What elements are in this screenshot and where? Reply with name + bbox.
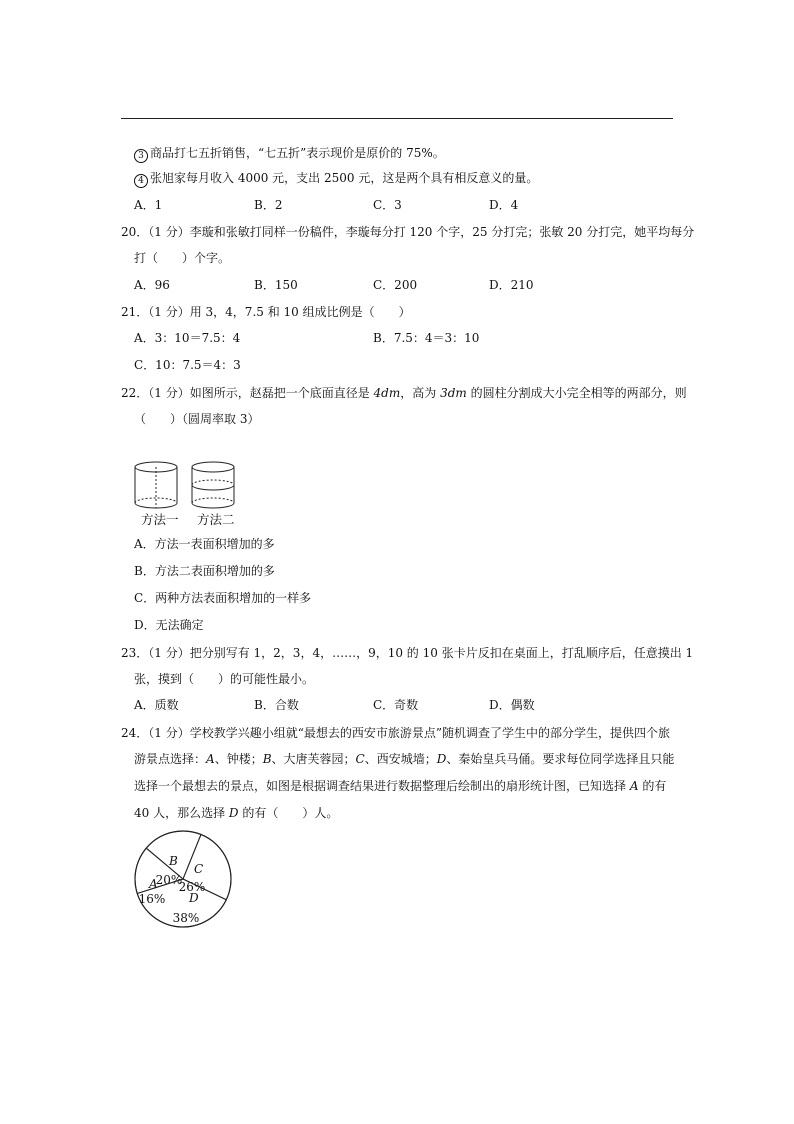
q22-stem-line1: 22．（1 分）如图所示，赵磊把一个底面直径是 4dm，高为 3dm 的圆柱分割成大小完全相等的两部分，则 (121, 386, 687, 400)
q21-option-a[interactable]: A．3：10＝7.5：4 (134, 331, 241, 345)
pie-value-a: 16% (138, 892, 166, 906)
q20-option-a[interactable]: A．96 (134, 278, 170, 292)
pie-label-d: D (189, 891, 199, 905)
q22-option-b[interactable]: B．方法二表面积增加的多 (134, 564, 275, 578)
q20-option-b[interactable]: B．150 (254, 278, 298, 292)
q19-option-c[interactable]: C．3 (373, 198, 402, 212)
q19-option-a[interactable]: A．1 (134, 198, 163, 212)
statement-3: 3 商品打七五折销售，“七五折”表示现价是原价的 75%。 (134, 145, 445, 163)
circled-number-3: 3 (134, 149, 148, 163)
q22-stem-line2: （ ）（圆周率取 3） (134, 412, 260, 426)
pie-value-b: 20% (155, 873, 183, 887)
q23-stem-line1: 23．（1 分）把分别写有 1，2，3，4，……，9，10 的 10 张卡片反扣在桌面上，打乱顺序后，任意摸出 1 (121, 646, 694, 660)
circled-number-4: 4 (134, 174, 148, 188)
q19-option-d[interactable]: D．4 (489, 198, 519, 212)
q21-option-b[interactable]: B．7.5：4＝3：10 (373, 331, 480, 345)
pie-label-b: B (169, 854, 178, 868)
pie-label-a: A (149, 877, 158, 891)
q24-stem-line4: 40 人，那么选择 D 的有（ ）人。 (134, 806, 339, 820)
method-2-label: 方法二 (197, 512, 235, 527)
q20-stem-line2: 打（ ）个字。 (134, 251, 231, 265)
statement-4: 4 张旭家每月收入 4000 元，支出 2500 元，这是两个具有相反意义的量。 (134, 170, 538, 188)
cylinder-method-2 (192, 462, 234, 508)
q23-option-b[interactable]: B．合数 (254, 698, 299, 712)
q24-stem-line2: 游景点选择：A、钟楼；B、大唐芙蓉园；C、西安城墙；D、秦始皇兵马俑。要求每位同学选择且只能 (134, 752, 675, 766)
q20-option-d[interactable]: D．210 (489, 278, 534, 292)
pie-value-c: 26% (178, 880, 206, 894)
pie-value-d: 38% (172, 911, 200, 925)
q24-stem-line3: 选择一个最想去的景点，如图是根据调查结果进行数据整理后绘制出的扇形统计图，已知选择 A 的有 (134, 779, 667, 793)
q22-option-d[interactable]: D．无法确定 (134, 618, 204, 632)
q23-option-c[interactable]: C．奇数 (373, 698, 419, 712)
q24-stem-line1: 24．（1 分）学校教学兴趣小组就“最想去的西安市旅游景点”随机调查了学生中的部分学生，提供四个旅 (121, 726, 670, 740)
cylinder-method-1 (135, 462, 177, 508)
pie-chart (128, 828, 240, 932)
q20-option-c[interactable]: C．200 (373, 278, 418, 292)
q23-option-a[interactable]: A．质数 (134, 698, 179, 712)
q21-stem: 21．（1 分）用 3，4，7.5 和 10 组成比例是（ ） (121, 305, 411, 319)
q22-option-c[interactable]: C．两种方法表面积增加的一样多 (134, 591, 312, 605)
header-rule (121, 118, 673, 119)
method-1-label: 方法一 (141, 512, 179, 527)
q21-option-c[interactable]: C．10：7.5＝4：3 (134, 358, 241, 372)
q19-option-b[interactable]: B．2 (254, 198, 283, 212)
q23-option-d[interactable]: D．偶数 (489, 698, 535, 712)
cylinder-figure (128, 458, 248, 530)
pie-label-c: C (194, 862, 204, 876)
q23-stem-line2: 张，摸到（ ）的可能性最小。 (134, 672, 315, 686)
q22-option-a[interactable]: A．方法一表面积增加的多 (134, 537, 275, 551)
q20-stem-line1: 20．（1 分）李璇和张敏打同样一份稿件，李璇每分打 120 个字，25 分打完；张敏 20 分打完，她平均每分 (121, 225, 695, 239)
